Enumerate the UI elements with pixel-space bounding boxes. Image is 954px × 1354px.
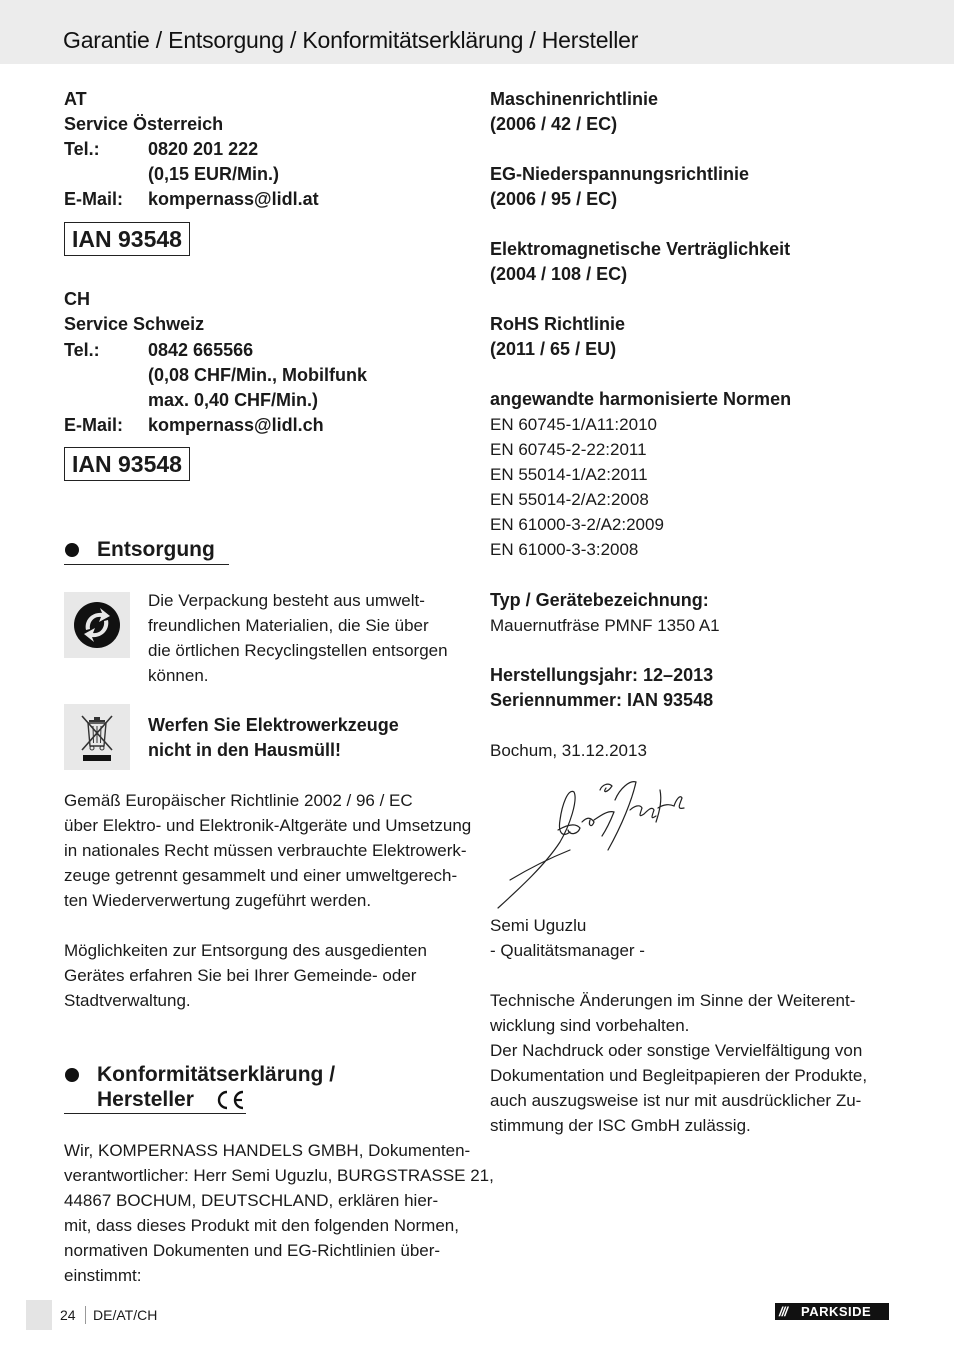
konform-heading-line-2: Hersteller	[97, 1088, 194, 1111]
brand-logo	[775, 1303, 889, 1320]
directive-code: (2004 / 108 / EC)	[490, 264, 628, 284]
directive-name: RoHS Richtlinie	[490, 314, 626, 334]
page-title: Garantie / Entsorgung / Konformitätserklärung / Hersteller	[63, 27, 639, 53]
notes-line-4: Dokumentation und Begleitpapieren der Produkte,	[490, 1066, 868, 1085]
directive-code: (2011 / 65 / EU)	[490, 339, 617, 359]
konform-para-line-3: 44867 BOCHUM, DEUTSCHLAND, erklären hier-	[64, 1191, 439, 1210]
disposal-para-1-line-2: über Elektro- und Elektronik-Altgeräte und Umsetzung	[64, 816, 472, 835]
ch-tel-note-1: (0,08 CHF/Min., Mobilfunk	[148, 365, 367, 385]
recycle-line-2: freundlichen Materialien, die Sie über	[148, 616, 429, 635]
notes-line-1: Technische Änderungen im Sinne der Weiterent-	[490, 991, 856, 1010]
at-email-value: kompernass@lidl.at	[148, 189, 319, 209]
norm-item: EN 60745-1/A11:2010	[490, 415, 657, 434]
disposal-para-1-line-4: zeuge getrennt gesammelt und einer umweltgerech-	[64, 866, 458, 885]
konform-para-line-1: Wir, KOMPERNASS HANDELS GMBH, Dokumenten-	[64, 1141, 471, 1160]
at-country: AT	[64, 89, 87, 109]
recycle-line-3: die örtlichen Recyclingstellen entsorgen	[148, 641, 448, 660]
disposal-para-1-line-1: Gemäß Europäischer Richtlinie 2002 / 96 / EC	[64, 791, 413, 810]
signer-role: - Qualitätsmanager -	[490, 941, 645, 960]
recycle-line-1: Die Verpackung besteht aus umwelt-	[148, 591, 425, 610]
recycle-line-4: können.	[148, 666, 209, 685]
notes-line-5: auch auszugsweise ist nur mit ausdrücklicher Zu-	[490, 1091, 862, 1110]
ch-tel-label: Tel.:	[64, 340, 100, 360]
norm-item: EN 55014-2/A2:2008	[490, 490, 649, 509]
at-tel-value: 0820 201 222	[148, 139, 259, 159]
green-dot-recycle-icon	[64, 592, 130, 658]
norm-item: EN 61000-3-3:2008	[490, 540, 639, 559]
at-tel-label: Tel.:	[64, 139, 100, 159]
disposal-para-1-line-3: in nationales Recht müssen verbrauchte Elektrowerk-	[64, 841, 467, 860]
disposal-para-2-line-3: Stadtverwaltung.	[64, 991, 191, 1010]
disposal-para-2-line-1: Möglichkeiten zur Entsorgung des ausgedienten	[64, 941, 427, 960]
konform-heading-line-1: Konformitätserklärung /	[97, 1063, 336, 1086]
ch-tel-value: 0842 665566	[148, 340, 254, 360]
normen-heading: angewandte harmonisierte Normen	[490, 389, 792, 409]
section-bullet	[65, 543, 79, 557]
norm-item: EN 61000-3-2/A2:2009	[490, 515, 664, 534]
konform-para-line-6: einstimmt:	[64, 1266, 142, 1285]
at-email-label: E-Mail:	[64, 189, 124, 209]
signer-name: Semi Uguzlu	[490, 916, 587, 935]
konform-para-line-5: normativen Dokumenten und EG-Richtlinien über-	[64, 1241, 441, 1260]
language-codes: DE/AT/CH	[93, 1307, 158, 1323]
ch-service: Service Schweiz	[64, 314, 205, 334]
crossed-bin-icon	[64, 704, 130, 770]
page-number: 24	[60, 1307, 76, 1323]
footer-separator	[85, 1306, 86, 1324]
section-bullet	[65, 1068, 79, 1082]
notes-line-6: stimmung der ISC GmbH zulässig.	[490, 1116, 751, 1135]
typ-value: Mauernutfräse PMNF 1350 A1	[490, 616, 720, 635]
disposal-para-1-line-5: ten Wiederverwertung zugeführt werden.	[64, 891, 372, 910]
disposal-para-2-line-2: Gerätes erfahren Sie bei Ihrer Gemeinde- oder	[64, 966, 417, 985]
handwritten-signature	[490, 770, 700, 915]
directive-code: (2006 / 95 / EC)	[490, 189, 618, 209]
heading-underline	[64, 1113, 246, 1114]
ch-tel-note-2: max. 0,40 CHF/Min.)	[148, 390, 319, 410]
ch-country: CH	[64, 289, 90, 309]
konform-para-line-2: verantwortlicher: Herr Semi Uguzlu, BURGSTRASSE 21,	[64, 1166, 494, 1185]
notes-line-2: wicklung sind vorbehalten.	[490, 1016, 690, 1035]
weee-warning-line-2: nicht in den Hausmüll!	[148, 740, 342, 760]
weee-warning-line-1: Werfen Sie Elektrowerkzeuge	[148, 715, 399, 735]
entsorgung-heading: Entsorgung	[97, 538, 215, 561]
directive-name: Maschinenrichtlinie	[490, 89, 659, 109]
ch-email-value: kompernass@lidl.ch	[148, 415, 324, 435]
seriennummer: Seriennummer: IAN 93548	[490, 690, 714, 710]
heading-underline	[64, 564, 229, 565]
ce-mark-icon	[214, 1087, 246, 1113]
notes-line-3: Der Nachdruck oder sonstige Vervielfältigung von	[490, 1041, 863, 1060]
ch-email-label: E-Mail:	[64, 415, 124, 435]
konform-para-line-4: mit, dass dieses Produkt mit den folgenden Normen,	[64, 1216, 459, 1235]
brand-stripes-icon: ///	[779, 1304, 787, 1319]
norm-item: EN 55014-1/A2:2011	[490, 465, 648, 484]
directive-code: (2006 / 42 / EC)	[490, 114, 618, 134]
at-service: Service Österreich	[64, 114, 224, 134]
brand-name: PARKSIDE	[801, 1304, 872, 1319]
typ-label: Typ / Gerätebezeichnung:	[490, 590, 709, 610]
directive-name: Elektromagnetische Verträglichkeit	[490, 239, 791, 259]
directive-name: EG-Niederspannungsrichtlinie	[490, 164, 750, 184]
place-date: Bochum, 31.12.2013	[490, 741, 647, 760]
norm-item: EN 60745-2-22:2011	[490, 440, 647, 459]
at-tel-note: (0,15 EUR/Min.)	[148, 164, 280, 184]
ch-ian-box: IAN 93548	[64, 447, 190, 481]
at-ian-box: IAN 93548	[64, 222, 190, 256]
footer-page-marker	[26, 1300, 52, 1330]
herstellungsjahr: Herstellungsjahr: 12–2013	[490, 665, 714, 685]
